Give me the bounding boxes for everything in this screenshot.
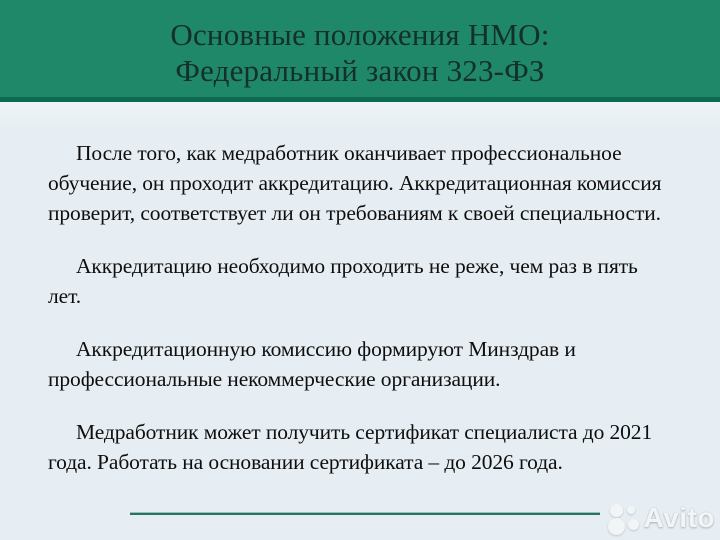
paragraph-commission-formation: Аккредитационную комиссию формируют Минздрав и профессиональные некоммерческие организации. bbox=[48, 337, 576, 391]
page-title-line-1: Основные положения НМО: bbox=[170, 17, 550, 52]
avito-logo-circle-top-left bbox=[610, 504, 623, 517]
bottom-divider-line bbox=[130, 512, 600, 515]
slide-body bbox=[0, 102, 720, 540]
paragraph-certificate-deadlines: Медработник может получить сертификат специалиста до 2021 года. Работать на основании сертификата – до 2026 года. bbox=[48, 420, 653, 474]
title-banner bbox=[0, 0, 720, 102]
page-title bbox=[0, 0, 720, 89]
avito-logo-circle-bottom-left bbox=[608, 518, 625, 535]
paragraph-accreditation-frequency: Аккредитацию необходимо проходить не реже, чем раз в пять лет. bbox=[48, 254, 638, 308]
page-title-line-2: Федеральный закон 323-ФЗ bbox=[175, 53, 545, 88]
avito-logo-icon bbox=[608, 500, 644, 536]
avito-watermark bbox=[608, 500, 715, 536]
avito-wordmark: Avito bbox=[643, 502, 715, 533]
avito-logo-circle-top-right bbox=[627, 506, 635, 514]
avito-logo-circle-bottom-right bbox=[628, 519, 639, 530]
paragraph-accreditation-intro: После того, как медработник оканчивает профессиональное обучение, он проходит аккредитацию. Аккредитационная комиссия проверит, соответствует ли он требованиям к своей специальности. bbox=[48, 141, 662, 225]
